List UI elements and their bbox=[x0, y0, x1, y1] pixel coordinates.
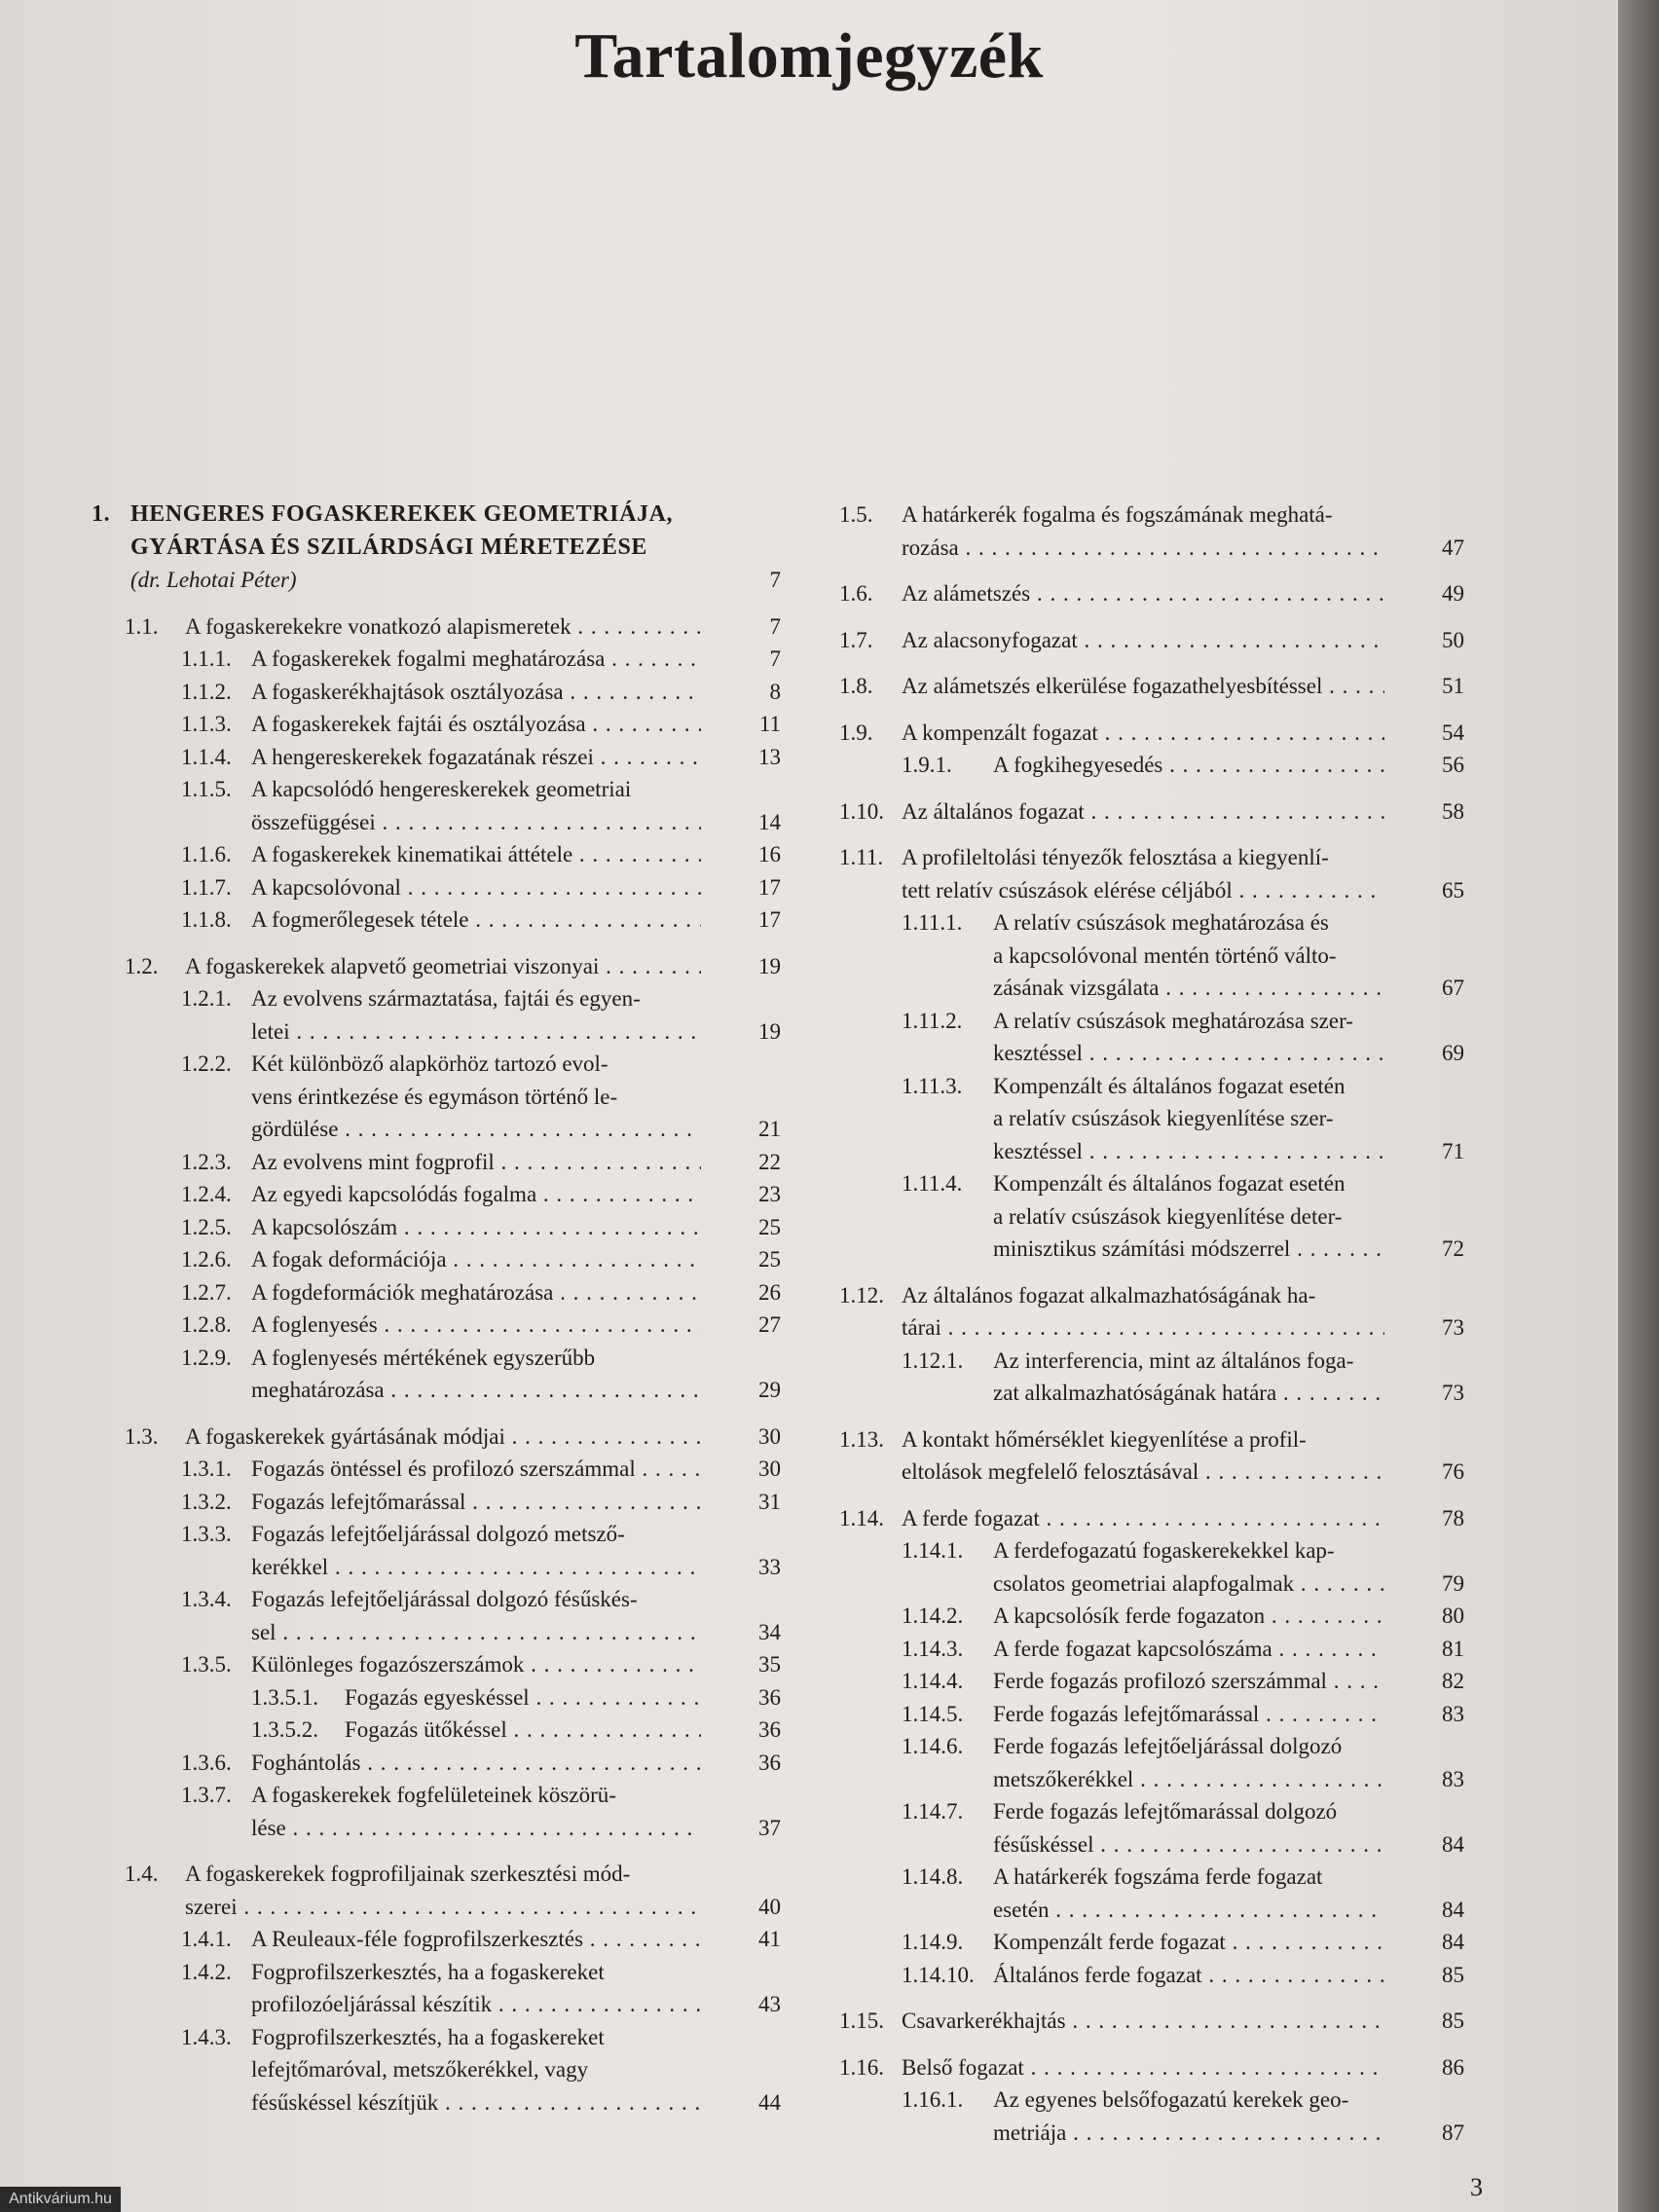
toc-section-number: 1.11.2. bbox=[902, 1008, 963, 1033]
toc-page-number: 76 bbox=[1442, 1459, 1464, 1484]
toc-section-number: 1.7. bbox=[839, 627, 873, 652]
toc-entry bbox=[95, 741, 781, 774]
toc-entry-text: eltolások megfelelő felosztásával . . . bbox=[902, 1456, 1384, 1489]
toc-section-number: 1.2.2. bbox=[181, 1051, 232, 1076]
toc-entry bbox=[839, 1502, 1464, 1535]
toc-entry-text: a kapcsolóvonal mentén történő válto- bbox=[993, 942, 1337, 968]
toc-page-number: 13 bbox=[758, 744, 781, 769]
toc-page-number: 58 bbox=[1442, 798, 1464, 824]
toc-page-number: 49 bbox=[1442, 581, 1464, 606]
toc-entry-text: profilozóeljárással készítik . . . bbox=[251, 1988, 701, 2021]
toc-entry-text: A fogmerőlegesek tétele . . . bbox=[251, 903, 701, 937]
toc-entry bbox=[839, 1279, 1464, 1345]
toc-entry bbox=[839, 1959, 1464, 1992]
toc-right-column bbox=[839, 498, 1464, 2149]
toc-entry-text: A ferde fogazat kapcsolószáma . . . bbox=[993, 1633, 1384, 1666]
toc-entry-text: fésűskéssel készítjük . . . bbox=[251, 2086, 701, 2120]
toc-entry bbox=[839, 749, 1464, 782]
toc-section-number: 1.14.6. bbox=[902, 1734, 964, 1758]
toc-section-number: 1.4. bbox=[125, 1862, 159, 1886]
toc-page-number: 83 bbox=[1442, 1766, 1464, 1791]
toc-entry bbox=[839, 670, 1464, 703]
toc-entry-text: A kapcsolósík ferde fogazaton . . . bbox=[993, 1600, 1384, 1633]
toc-entry-text: Az alacsonyfogazat . . . bbox=[902, 624, 1384, 657]
toc-section-number: 1.12. bbox=[839, 1282, 884, 1308]
toc-page-number: 8 bbox=[769, 679, 781, 704]
toc-left-column bbox=[92, 498, 781, 2119]
toc-page-number: 36 bbox=[758, 1750, 781, 1775]
toc-page-number: 16 bbox=[758, 842, 781, 866]
toc-section-number: 1.4.1. bbox=[181, 1927, 232, 1951]
toc-entry-text: metszőkerékkel . . . bbox=[993, 1763, 1384, 1796]
toc-entry bbox=[839, 577, 1464, 610]
toc-page-number: 79 bbox=[1442, 1570, 1464, 1596]
toc-section-number: 1.14.4. bbox=[902, 1669, 964, 1693]
toc-entry-text: (dr. Lehotai Péter) bbox=[130, 568, 297, 592]
toc-page-number: 65 bbox=[1442, 877, 1464, 903]
toc-entry-text: Két különböző alapkörhöz tartozó evol- bbox=[251, 1051, 608, 1076]
toc-entry-text: szerei . . . bbox=[185, 1891, 701, 1924]
toc-section-number: 1.1.8. bbox=[181, 907, 232, 932]
toc-page-number: 21 bbox=[758, 1117, 781, 1141]
toc-entry-text: kesztéssel . . . bbox=[993, 1135, 1384, 1168]
toc-entry-text: Fogazás lefejtőeljárással dolgozó fésűskés- bbox=[251, 1587, 638, 1611]
toc-section-number: 1.1.5. bbox=[181, 777, 232, 801]
toc-section-number: 1.13. bbox=[839, 1426, 884, 1452]
toc-entry bbox=[95, 1048, 781, 1146]
toc-section-number: 1.2.1. bbox=[181, 986, 232, 1011]
toc-entry-text: Kompenzált és általános fogazat esetén bbox=[993, 1171, 1346, 1196]
toc-page-number: 22 bbox=[758, 1149, 781, 1174]
toc-entry bbox=[839, 1070, 1464, 1168]
toc-entry bbox=[95, 1747, 781, 1780]
toc-section-number: 1.14.1. bbox=[902, 1538, 964, 1563]
toc-entry-text: Ferde fogazás lefejtőmarással dolgozó bbox=[993, 1799, 1338, 1824]
toc-entry bbox=[839, 1345, 1464, 1410]
toc-page-number: 29 bbox=[758, 1378, 781, 1402]
toc-entry bbox=[95, 1486, 781, 1519]
toc-entry bbox=[839, 2051, 1464, 2084]
toc-page-number: 26 bbox=[758, 1279, 781, 1305]
toc-entry-text: A relatív csúszások meghatározása és bbox=[993, 910, 1329, 935]
toc-entry-text: GYÁRTÁSA ÉS SZILÁRDSÁGI MÉRETEZÉSE bbox=[130, 534, 648, 560]
toc-entry-text: A fogaskerekek fogfelületeinek köszörü- bbox=[251, 1783, 616, 1807]
toc-entry bbox=[839, 498, 1464, 564]
toc-entry-text: Az alámetszés elkerülése fogazathelyesbítéssel . . . bbox=[902, 670, 1384, 703]
toc-entry-text: Ferde fogazás lefejtőmarással . . . bbox=[993, 1698, 1384, 1731]
toc-entry-text: A kapcsolószám . . . bbox=[251, 1211, 701, 1244]
toc-entry-text: A fogaskerékhajtások osztályozása . . . bbox=[251, 676, 701, 709]
toc-entry-text: fésűskéssel . . . bbox=[993, 1828, 1384, 1862]
toc-page-number: 54 bbox=[1442, 719, 1464, 745]
toc-page-number: 17 bbox=[758, 874, 781, 900]
toc-section-number: 1.3.4. bbox=[181, 1587, 232, 1611]
toc-entry-text: Az interferencia, mint az általános foga- bbox=[993, 1347, 1354, 1373]
toc-entry-text: A ferde fogazat . . . bbox=[902, 1502, 1384, 1535]
toc-entry-text: A relatív csúszások meghatározása szer- bbox=[993, 1008, 1353, 1033]
toc-entry-text: A kontakt hőmérséklet kiegyenlítése a profil- bbox=[902, 1426, 1307, 1452]
toc-section-number: 1. bbox=[92, 501, 111, 527]
toc-section-number: 1.2.8. bbox=[181, 1312, 232, 1337]
toc-entry-text: Kompenzált ferde fogazat . . . bbox=[993, 1926, 1384, 1959]
toc-entry-text: letei . . . bbox=[251, 1015, 701, 1049]
toc-page-number: 14 bbox=[758, 809, 781, 834]
toc-entry-text: Fogprofilszerkesztés, ha a fogaskereket bbox=[251, 1959, 605, 1984]
toc-entry-text: Az evolvens mint fogprofil . . . bbox=[251, 1146, 701, 1179]
toc-page-number: 25 bbox=[758, 1247, 781, 1272]
toc-entry-text: kerékkel . . . bbox=[251, 1551, 701, 1584]
toc-entry bbox=[95, 1779, 781, 1844]
toc-entry bbox=[95, 708, 781, 741]
toc-section-number: 1.1.2. bbox=[181, 679, 232, 704]
toc-entry-text: Fogazás lefejtőmarással . . . bbox=[251, 1486, 701, 1519]
page-number: 3 bbox=[1470, 2173, 1483, 2201]
toc-page-number: 23 bbox=[758, 1182, 781, 1206]
toc-section-number: 1.3.5.2. bbox=[251, 1717, 318, 1742]
toc-page-number: 25 bbox=[758, 1214, 781, 1239]
toc-entry-text: Az általános fogazat . . . bbox=[902, 795, 1384, 829]
toc-page-number: 85 bbox=[1442, 2009, 1464, 2033]
toc-section-number: 1.14.10. bbox=[902, 1962, 975, 1987]
toc-page-number: 33 bbox=[758, 1554, 781, 1579]
toc-entry bbox=[95, 1309, 781, 1342]
toc-entry-text: A fogaskerekekre vonatkozó alapismeretek . . . bbox=[185, 610, 701, 644]
toc-section-number: 1.1.3. bbox=[181, 712, 232, 736]
toc-section-number: 1.1.4. bbox=[181, 744, 232, 769]
toc-section-number: 1.3.2. bbox=[181, 1489, 232, 1514]
toc-section-number: 1.2.9. bbox=[181, 1345, 232, 1370]
toc-section-number: 1.14.7. bbox=[902, 1799, 964, 1824]
toc-section-number: 1.2.6. bbox=[181, 1247, 232, 1272]
toc-entry bbox=[92, 498, 781, 597]
toc-section-number: 1.10. bbox=[839, 798, 884, 824]
toc-entry-text: gördülése . . . bbox=[251, 1113, 701, 1146]
toc-page-number: 81 bbox=[1442, 1636, 1464, 1661]
toc-entry bbox=[839, 624, 1464, 657]
toc-page-number: 78 bbox=[1442, 1505, 1464, 1530]
toc-entry bbox=[839, 1795, 1464, 1861]
toc-entry-text: Fogprofilszerkesztés, ha a fogaskereket bbox=[251, 2024, 605, 2049]
toc-section-number: 1.14.3. bbox=[902, 1636, 964, 1661]
toc-page-number: 7 bbox=[769, 568, 781, 592]
toc-entry-text: sel . . . bbox=[251, 1616, 701, 1649]
toc-page-number: 36 bbox=[758, 1684, 781, 1710]
toc-page-number: 82 bbox=[1442, 1669, 1464, 1693]
toc-page-number: 7 bbox=[769, 613, 781, 639]
toc-entry-text: Csavarkerékhajtás . . . bbox=[902, 2005, 1384, 2038]
toc-entry bbox=[95, 982, 781, 1048]
toc-section-number: 1.15. bbox=[839, 2009, 884, 2033]
toc-section-number: 1.4.3. bbox=[181, 2024, 232, 2049]
toc-section-number: 1.11.1. bbox=[902, 910, 963, 935]
toc-entry bbox=[95, 1243, 781, 1276]
toc-section-number: 1.16. bbox=[839, 2054, 884, 2080]
toc-entry-text: meghatározása . . . bbox=[251, 1374, 701, 1407]
toc-section-number: 1.14.5. bbox=[902, 1701, 964, 1726]
toc-entry-text: A kapcsolódó hengereskerekek geometriai bbox=[251, 777, 632, 801]
toc-page-number: 51 bbox=[1442, 674, 1464, 698]
toc-page-number: 17 bbox=[758, 907, 781, 932]
toc-entry-text: A Reuleaux-féle fogprofilszerkesztés . . . bbox=[251, 1923, 701, 1956]
toc-entry-text: A fogaskerekek kinematikai áttétele . . . bbox=[251, 838, 701, 871]
toc-page-number: 40 bbox=[758, 1894, 781, 1919]
toc-section-number: 1.3.5.1. bbox=[251, 1684, 318, 1710]
toc-page-number: 37 bbox=[758, 1815, 781, 1840]
toc-page-number: 41 bbox=[758, 1927, 781, 1951]
toc-section-number: 1.2. bbox=[125, 953, 159, 978]
toc-entry-text: A fogaskerekek alapvető geometriai viszonyai . . . bbox=[185, 950, 701, 983]
toc-entry bbox=[839, 1005, 1464, 1070]
toc-section-number: 1.1.1. bbox=[181, 646, 232, 671]
toc-page-number: 27 bbox=[758, 1312, 781, 1337]
toc-entry bbox=[839, 717, 1464, 750]
toc-section-number: 1.2.4. bbox=[181, 1182, 232, 1206]
toc-page-number: 31 bbox=[758, 1489, 781, 1514]
toc-entry-text: összefüggései . . . bbox=[251, 806, 701, 839]
toc-entry-text: kesztéssel . . . bbox=[993, 1037, 1384, 1070]
toc-section-number: 1.14.9. bbox=[902, 1930, 964, 1954]
toc-entry-text: csolatos geometriai alapfogalmak . . . bbox=[993, 1567, 1384, 1601]
page-title: Tartalomjegyzék bbox=[574, 20, 1044, 92]
toc-entry bbox=[839, 1665, 1464, 1698]
toc-entry-text: lése . . . bbox=[251, 1812, 701, 1845]
toc-entry bbox=[839, 1926, 1464, 1959]
toc-entry-text: esetén . . . bbox=[993, 1894, 1384, 1927]
toc-entry-text: a relatív csúszások kiegyenlítése szer- bbox=[993, 1106, 1334, 1130]
toc-page-number: 34 bbox=[758, 1619, 781, 1644]
toc-entry-text: Az egyenes belsőfogazatú kerekek geo- bbox=[993, 2087, 1349, 2112]
toc-section-number: 1.14.8. bbox=[902, 1864, 964, 1889]
toc-section-number: 1.3.5. bbox=[181, 1652, 232, 1677]
toc-page-number: 87 bbox=[1442, 2120, 1464, 2145]
toc-page-number: 67 bbox=[1442, 976, 1464, 1000]
toc-entry bbox=[95, 643, 781, 676]
toc-entry-text: Kompenzált és általános fogazat esetén bbox=[993, 1073, 1346, 1098]
toc-entry bbox=[95, 950, 781, 983]
toc-section-number: 1.1. bbox=[125, 613, 159, 639]
toc-page-number: 19 bbox=[758, 953, 781, 978]
toc-page-number: 73 bbox=[1442, 1381, 1464, 1405]
toc-page-number: 30 bbox=[758, 1456, 781, 1481]
toc-entry-text: A fogaskerekek fogprofiljainak szerkesztési mód- bbox=[185, 1862, 631, 1886]
toc-entry bbox=[95, 773, 781, 838]
toc-page-number: 85 bbox=[1442, 1962, 1464, 1987]
toc-entry-text: zásának vizsgálata . . . bbox=[993, 972, 1384, 1005]
toc-page-number: 44 bbox=[758, 2089, 781, 2115]
toc-page-number: 73 bbox=[1442, 1315, 1464, 1340]
toc-entry bbox=[95, 1714, 781, 1747]
toc-entry-text: A határkerék fogalma és fogszámának meghatá- bbox=[902, 502, 1333, 527]
toc-entry-text: A határkerék fogszáma ferde fogazat bbox=[993, 1864, 1323, 1889]
toc-entry bbox=[839, 1730, 1464, 1795]
toc-section-number: 1.11. bbox=[839, 845, 884, 869]
toc-section-number: 1.3.7. bbox=[181, 1783, 232, 1807]
toc-entry-text: lefejtőmaróval, metszőkerékkel, vagy bbox=[251, 2057, 589, 2082]
toc-entry-text: A profileltolási tényezők felosztása a kiegyenlí- bbox=[902, 845, 1329, 869]
toc-entry bbox=[839, 795, 1464, 829]
toc-page-number: 86 bbox=[1442, 2054, 1464, 2080]
toc-entry-text: Az alámetszés . . . bbox=[902, 577, 1384, 610]
toc-entry-text: zat alkalmazhatóságának határa . . . bbox=[993, 1377, 1384, 1410]
toc-entry-text: A hengereskerekek fogazatának részei . . . bbox=[251, 741, 701, 774]
toc-section-number: 1.12.1. bbox=[902, 1347, 964, 1373]
toc-entry-text: tárai . . . bbox=[902, 1311, 1384, 1345]
toc-entry-text: A ferdefogazatú fogaskerekekkel kap- bbox=[993, 1538, 1335, 1563]
toc-section-number: 1.3.3. bbox=[181, 1522, 232, 1546]
watermark: Antikvárium.hu bbox=[0, 2187, 121, 2212]
toc-entry-text: A kapcsolóvonal . . . bbox=[251, 871, 701, 904]
toc-page-number: 80 bbox=[1442, 1604, 1464, 1628]
toc-entry bbox=[95, 1648, 781, 1681]
toc-entry-text: A kompenzált fogazat . . . bbox=[902, 717, 1384, 750]
toc-page-number: 84 bbox=[1442, 1930, 1464, 1954]
book-edge bbox=[1618, 0, 1659, 2212]
toc-section-number: 1.4.2. bbox=[181, 1959, 232, 1984]
toc-page-number: 7 bbox=[769, 646, 781, 671]
toc-entry bbox=[95, 676, 781, 709]
toc-entry-text: Foghántolás . . . bbox=[251, 1747, 701, 1780]
toc-entry-text: A foglenyesés mértékének egyszerűbb bbox=[251, 1345, 596, 1370]
toc-page-number: 71 bbox=[1442, 1138, 1464, 1163]
toc-entry bbox=[95, 838, 781, 871]
toc-entry bbox=[95, 1583, 781, 1648]
toc-entry bbox=[95, 1681, 781, 1714]
toc-entry bbox=[95, 610, 781, 644]
toc-section-number: 1.6. bbox=[839, 581, 873, 606]
toc-section-number: 1.1.7. bbox=[181, 874, 232, 900]
toc-page-number: 83 bbox=[1442, 1701, 1464, 1726]
toc-entry-text: A fogkihegyesedés . . . bbox=[993, 749, 1384, 782]
toc-entry bbox=[839, 906, 1464, 1005]
toc-section-number: 1.16.1. bbox=[902, 2087, 964, 2112]
toc-entry-text: metriája . . . bbox=[993, 2117, 1384, 2150]
toc-entry-text: Különleges fogazószerszámok . . . bbox=[251, 1648, 701, 1681]
toc-entry bbox=[839, 841, 1464, 906]
toc-page-number: 84 bbox=[1442, 1897, 1464, 1922]
toc-section-number: 1.1.6. bbox=[181, 842, 232, 866]
toc-page-number: 19 bbox=[758, 1018, 781, 1044]
toc-section-number: 1.2.7. bbox=[181, 1279, 232, 1305]
toc-page-number: 84 bbox=[1442, 1831, 1464, 1857]
toc-entry-text: Belső fogazat . . . bbox=[902, 2051, 1384, 2084]
toc-page-number: 72 bbox=[1442, 1236, 1464, 1261]
toc-entry-text: A fogaskerekek gyártásának módjai . . . bbox=[185, 1420, 701, 1454]
toc-section-number: 1.9.1. bbox=[902, 753, 952, 777]
toc-section-number: 1.11.3. bbox=[902, 1073, 963, 1098]
toc-entry-text: Az egyedi kapcsolódás fogalma . . . bbox=[251, 1178, 701, 1211]
toc-entry-text: Az általános fogazat alkalmazhatóságának ha- bbox=[902, 1282, 1316, 1308]
toc-entry-text: a relatív csúszások kiegyenlítése deter- bbox=[993, 1203, 1343, 1229]
toc-page-number: 11 bbox=[758, 712, 781, 736]
toc-entry bbox=[95, 1858, 781, 1923]
toc-entry-text: Ferde fogazás profilozó szerszámmal . . . bbox=[993, 1665, 1384, 1698]
toc-entry bbox=[95, 1276, 781, 1309]
toc-entry bbox=[839, 1633, 1464, 1666]
toc-entry-text: A fogdeformációk meghatározása . . . bbox=[251, 1276, 701, 1309]
toc-entry bbox=[839, 1698, 1464, 1731]
toc-entry bbox=[95, 1923, 781, 1956]
toc-entry bbox=[95, 1342, 781, 1407]
toc-page-number: 36 bbox=[758, 1717, 781, 1742]
toc-entry bbox=[95, 1211, 781, 1244]
toc-page-number: 30 bbox=[758, 1423, 781, 1449]
toc-entry bbox=[839, 1423, 1464, 1489]
toc-section-number: 1.8. bbox=[839, 674, 873, 698]
toc-section-number: 1.3. bbox=[125, 1423, 159, 1449]
toc-entry-text: Általános ferde fogazat . . . bbox=[993, 1959, 1384, 1992]
toc-entry-text: Fogazás ütőkéssel . . . bbox=[345, 1714, 701, 1747]
toc-page-number: 69 bbox=[1442, 1041, 1464, 1065]
toc-entry-text: Az evolvens származtatása, fajtái és egyen- bbox=[251, 986, 641, 1011]
toc-section-number: 1.5. bbox=[839, 502, 873, 527]
toc-entry bbox=[95, 1453, 781, 1486]
toc-page-number: 50 bbox=[1442, 627, 1464, 652]
toc-page-number: 35 bbox=[758, 1652, 781, 1677]
toc-entry bbox=[95, 1178, 781, 1211]
toc-entry-text: Ferde fogazás lefejtőeljárással dolgozó bbox=[993, 1734, 1343, 1758]
toc-entry-text: Fogazás öntéssel és profilozó szerszámmal . . . bbox=[251, 1453, 701, 1486]
toc-entry bbox=[95, 1956, 781, 2021]
toc-entry-text: A fogaskerekek fogalmi meghatározása . . . bbox=[251, 643, 701, 676]
toc-entry bbox=[95, 903, 781, 937]
toc-entry bbox=[839, 2083, 1464, 2149]
toc-section-number: 1.14. bbox=[839, 1505, 884, 1530]
toc-entry-text: rozása . . . bbox=[902, 532, 1384, 565]
toc-page-number: 47 bbox=[1442, 535, 1464, 560]
toc-entry-text: Fogazás egyeskéssel . . . bbox=[345, 1681, 701, 1714]
toc-entry-text: A fogaskerekek fajtái és osztályozása . . . bbox=[251, 708, 701, 741]
toc-entry-text: minisztikus számítási módszerrel . . . bbox=[993, 1233, 1384, 1266]
toc-entry bbox=[839, 1861, 1464, 1926]
toc-entry bbox=[95, 871, 781, 904]
toc-entry bbox=[95, 1420, 781, 1454]
toc-section-number: 1.2.3. bbox=[181, 1149, 232, 1174]
toc-entry-text: A foglenyesés . . . bbox=[251, 1309, 701, 1342]
toc-entry bbox=[839, 1600, 1464, 1633]
toc-entry bbox=[839, 1167, 1464, 1266]
toc-section-number: 1.3.1. bbox=[181, 1456, 232, 1481]
toc-entry bbox=[95, 1518, 781, 1583]
toc-section-number: 1.2.5. bbox=[181, 1214, 232, 1239]
toc-entry bbox=[839, 1534, 1464, 1600]
toc-section-number: 1.11.4. bbox=[902, 1171, 963, 1196]
toc-entry bbox=[839, 2005, 1464, 2038]
toc-entry-text: tett relatív csúszások elérése céljából . . . bbox=[902, 874, 1384, 907]
toc-entry-text: Fogazás lefejtőeljárással dolgozó metsző- bbox=[251, 1522, 625, 1546]
toc-entry-text: vens érintkezése és egymáson történő le- bbox=[251, 1084, 618, 1109]
toc-entry-text: A fogak deformációja . . . bbox=[251, 1243, 701, 1276]
toc-section-number: 1.14.2. bbox=[902, 1604, 964, 1628]
toc-entry bbox=[95, 2021, 781, 2120]
toc-section-number: 1.9. bbox=[839, 719, 873, 745]
toc-page-number: 56 bbox=[1442, 753, 1464, 777]
toc-section-number: 1.3.6. bbox=[181, 1750, 232, 1775]
toc-entry-text: HENGERES FOGASKEREKEK GEOMETRIÁJA, bbox=[130, 501, 674, 527]
toc-page-number: 43 bbox=[758, 1992, 781, 2016]
toc-entry bbox=[95, 1146, 781, 1179]
